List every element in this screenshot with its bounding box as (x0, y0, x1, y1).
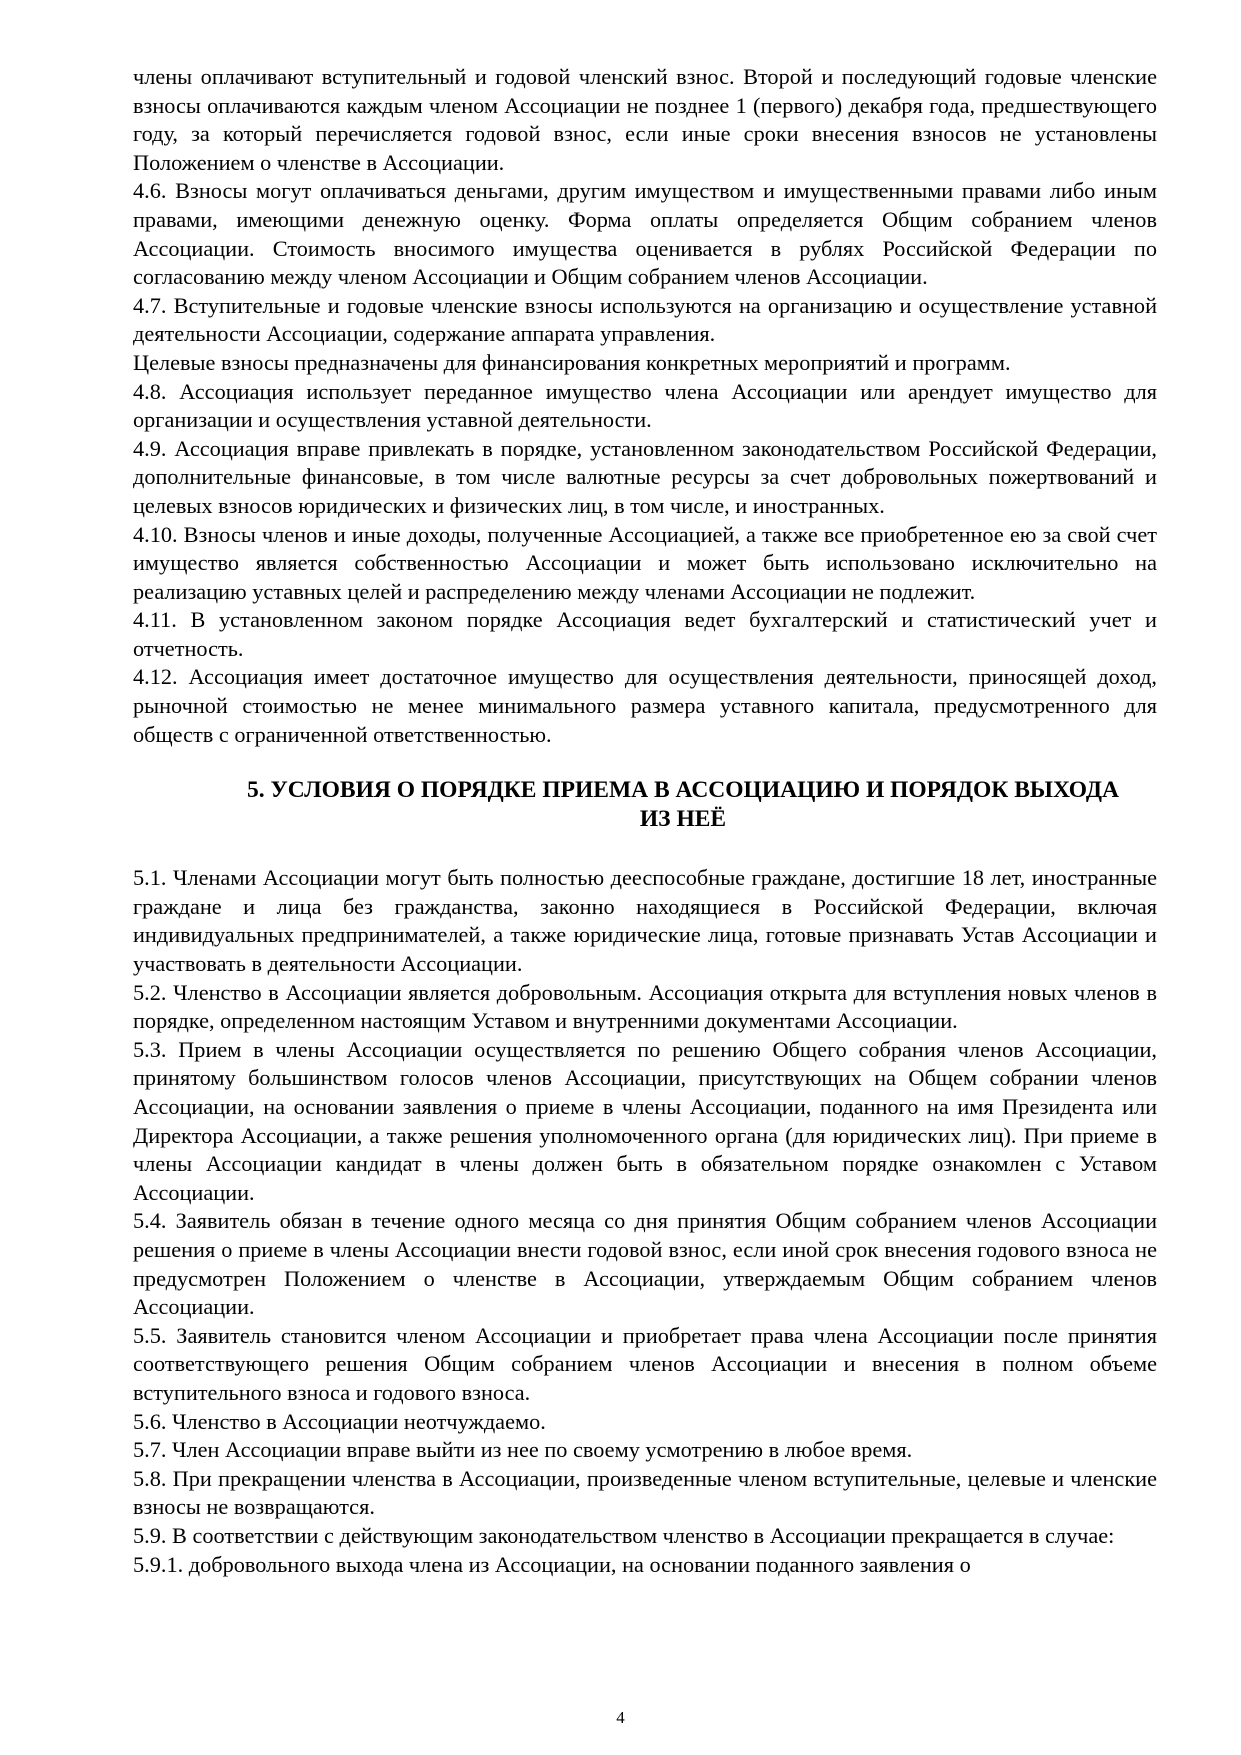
paragraph-5-9-1: 5.9.1. добровольного выхода члена из Ассоциации, на основании поданного заявления о (133, 1551, 971, 1577)
paragraph-5-7: 5.7. Член Ассоциации вправе выйти из нее по своему усмотрению в любое время. (133, 1437, 913, 1463)
paragraph-4-10: 4.10. Взносы членов и иные доходы, полученные Ассоциацией, а также все приобретенное ею за свой счет имущество является собственностью Ассоциации и может быть использовано исключительно на реализацию уставных целей и распределению между членами Ассоциации не подлежит. (133, 521, 1157, 604)
paragraph-5-5: 5.5. Заявитель становится членом Ассоциации и приобретает права члена Ассоциации после принятия соответствующего решения Общим собранием членов Ассоциации и внесения в полном объеме вступительного взноса и годового взноса. (133, 1322, 1157, 1405)
section-5-heading (133, 776, 1157, 834)
paragraph-4-9: 4.9. Ассоциация вправе привлекать в порядке, установленном законодательством Российской Федерации, дополнительные финансовые, в том числе валютные ресурсы за счет добровольных пожертвований и целевых взносов юридических и физических лиц, в том числе, и иностранных. (133, 435, 1157, 518)
paragraph-4-6: 4.6. Взносы могут оплачиваться деньгами, другим имуществом и имущественными правами либо иным правами, имеющими денежную оценку. Форма оплаты определяется Общим собранием членов Ассоциации. Стоимость вносимого имущества оценивается в рублях Российской Федерации по согласованию между членом Ассоциации и Общим собранием членов Ассоциации. (133, 178, 1157, 290)
paragraph-5-2: 5.2. Членство в Ассоциации является добровольным. Ассоциация открыта для вступления новых членов в порядке, определенном настоящим Уставом и внутренними документами Ассоциации. (133, 979, 1157, 1034)
page-body (133, 63, 1157, 1579)
paragraph-5-1: 5.1. Членами Ассоциации могут быть полностью дееспособные граждане, достигшие 18 лет, иностранные граждане и лица без гражданства, законно находящиеся в Российской Федерации, включая индивидуальных предпринимателей, а также юридические лица, готовые признавать Устав Ассоциации и участвовать в деятельности Ассоциации. (133, 865, 1157, 977)
paragraph-continuation: члены оплачивают вступительный и годовой членский взнос. Второй и последующий годовые членские взносы оплачиваются каждым членом Ассоциации не позднее 1 (первого) декабря года, предшествующего году, за который перечисляется годовой взнос, если иные сроки внесения взносов не установлены Положением о членстве в Ассоциации. (133, 64, 1157, 175)
paragraph-4-8: 4.8. Ассоциация использует переданное имущество члена Ассоциации или арендует имущество для организации и осуществления уставной деятельности. (133, 378, 1157, 433)
paragraph-5-4: 5.4. Заявитель обязан в течение одного месяца со дня принятия Общим собранием членов Ассоциации решения о приеме в члены Ассоциации внести годовой взнос, если иной срок внесения годового взноса не предусмотрен Положением о членстве в Ассоциации, утверждаемым Общим собранием членов Ассоциации. (133, 1208, 1157, 1320)
paragraph-4-7: 4.7. Вступительные и годовые членские взносы используются на организацию и осуществление уставной деятельности Ассоциации, содержание аппарата управления. (133, 292, 1157, 347)
paragraph-5-9: 5.9. В соответствии с действующим законодательством членство в Ассоциации прекращается в случае: (133, 1522, 1115, 1548)
page-number: 4 (616, 1708, 625, 1727)
paragraph-target-contributions: Целевые взносы предназначены для финансирования конкретных мероприятий и программ. (133, 349, 1011, 375)
section-5-heading-line1: 5. УСЛОВИЯ О ПОРЯДКЕ ПРИЕМА В АССОЦИАЦИЮ И ПОРЯДОК ВЫХОДА (247, 777, 1119, 804)
paragraph-5-8: 5.8. При прекращении членства в Ассоциации, произведенные членом вступительные, целевые и членские взносы не возвращаются. (133, 1465, 1157, 1520)
paragraph-4-11: 4.11. В установленном законом порядке Ассоциация ведет бухгалтерский и статистический учет и отчетность. (133, 607, 1157, 661)
paragraph-4-12: 4.12. Ассоциация имеет достаточное имущество для осуществления деятельности, приносящей доход, рыночной стоимостью не менее минимального размера уставного капитала, предусмотренного для обществ с ограниченной ответственностью. (133, 664, 1157, 747)
paragraph-5-3: 5.3. Прием в члены Ассоциации осуществляется по решению Общего собрания членов Ассоциации, принятому большинством голосов членов Ассоциации, присутствующих на Общем собрании членов Ассоциации, на основании заявления о приеме в члены Ассоциации, поданного на имя Президента или Директора Ассоциации, а также решения уполномоченного органа (для юридических лиц). При приеме в члены Ассоциации кандидат в члены должен быть в обязательном порядке ознакомлен с Уставом Ассоциации. (133, 1036, 1157, 1205)
paragraph-5-6: 5.6. Членство в Ассоциации неотчуждаемо. (133, 1408, 546, 1434)
section-5-heading-line2: ИЗ НЕЁ (639, 806, 727, 833)
